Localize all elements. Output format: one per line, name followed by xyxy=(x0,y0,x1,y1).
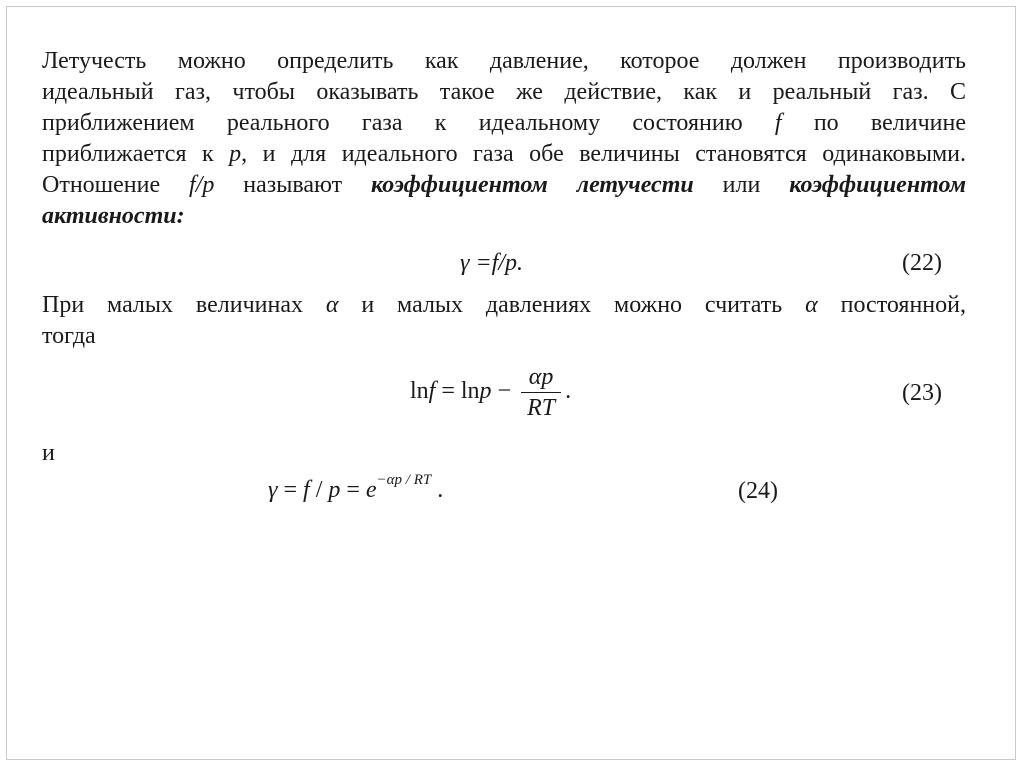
p1-text: или xyxy=(722,172,761,198)
p1-text: приближается к xyxy=(42,141,214,167)
paragraph-1 xyxy=(42,46,966,232)
p2-text: и малых давлениях можно считать xyxy=(361,292,783,318)
eq23-ln: ln xyxy=(410,378,429,405)
symbol-p: p xyxy=(229,141,242,167)
p1-text: Отношение xyxy=(42,172,161,198)
p1-line-5 xyxy=(42,170,966,201)
eq23-var-f: f xyxy=(428,378,436,405)
eq24-p: p xyxy=(328,477,341,503)
eq24-period: . xyxy=(431,477,444,503)
eq24-f: f xyxy=(303,477,310,503)
symbol-f: f xyxy=(774,110,782,136)
equation-24-number: (24) xyxy=(738,478,778,504)
eq24-equals: = xyxy=(340,477,366,503)
p1-text: , и для идеального газа обе величины становятся одинаковыми. xyxy=(241,141,967,167)
term-activity: активности: xyxy=(42,203,185,229)
symbol-alpha: α xyxy=(805,292,818,318)
p2-line-2: тогда xyxy=(42,323,96,349)
eq24-exponent: −αp / RT xyxy=(376,472,432,488)
p1-line-3 xyxy=(42,108,966,139)
symbol-alpha: α xyxy=(325,292,339,318)
equation-22-number: (22) xyxy=(902,250,942,276)
eq24-e: e xyxy=(365,477,377,503)
term-coefficient: коэффициентом xyxy=(789,172,967,198)
p1-text: называют xyxy=(243,172,343,198)
eq23-period: . xyxy=(565,378,572,405)
eq24-slash: / xyxy=(309,477,329,503)
symbol-f-over-p: f/p xyxy=(189,172,215,198)
eq24-equals: = xyxy=(277,477,304,503)
p1-line-6 xyxy=(42,201,966,232)
p1-line-2: идеальный газ, чтобы оказывать такое же действие, как и реальный газ. С xyxy=(42,79,966,105)
eq23-numerator: αp xyxy=(521,362,561,393)
p2-text: При малых величинах xyxy=(42,292,303,318)
p2-line-1 xyxy=(42,290,966,321)
conjunction-and: и xyxy=(42,440,55,466)
equation-23-number: (23) xyxy=(902,380,942,406)
eq23-fraction xyxy=(521,362,561,423)
p1-line-1: Летучесть можно определить как давление, которое должен производить xyxy=(42,48,966,74)
p1-text: приближением реального газа к идеальному состоянию xyxy=(42,110,743,136)
p1-line-4 xyxy=(42,139,966,170)
term-fugacity-coefficient: коэффициентом летучести xyxy=(371,172,694,198)
equation-24 xyxy=(268,472,444,504)
paragraph-2 xyxy=(42,290,966,352)
eq23-minus: − xyxy=(491,378,512,405)
eq23-var-p: p xyxy=(479,378,492,405)
p1-text: по величине xyxy=(813,110,967,136)
p2-text: постоянной, xyxy=(840,292,966,318)
equation-23 xyxy=(410,362,571,423)
eq23-denominator: RT xyxy=(527,395,556,421)
equation-22: γ =f/p. xyxy=(460,250,523,276)
eq24-gamma: γ xyxy=(268,477,278,503)
eq23-eq-ln: = ln xyxy=(435,378,480,405)
